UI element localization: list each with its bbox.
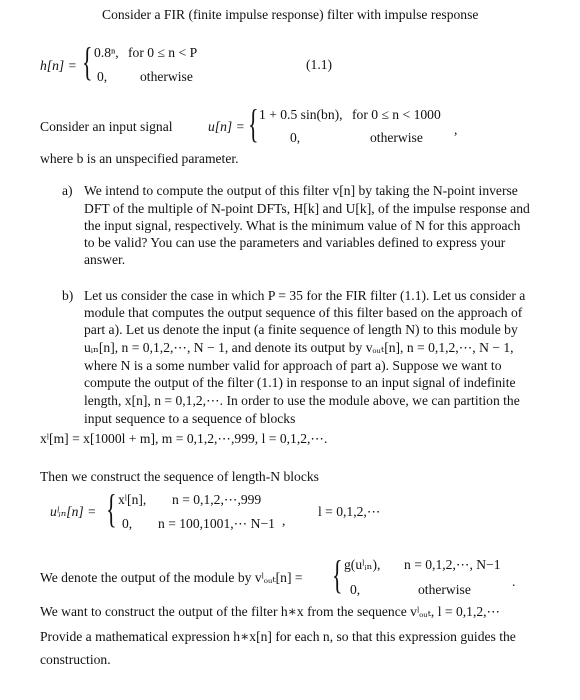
uin-case2-cond: n = 100,1001,⋯ N−1: [158, 516, 275, 531]
vout-case2-cond: otherwise: [418, 582, 471, 597]
vout-period: .: [512, 574, 516, 589]
intro-text: Consider a FIR (finite impulse response) filter with impulse response: [102, 7, 479, 22]
part-b-line: compute the output of the filter (1.1) in response to an input signal of indefinite: [84, 375, 516, 390]
part-a-line: answer.: [84, 252, 126, 267]
part-b-label: b): [62, 288, 74, 303]
final-line: Provide a mathematical expression h∗x[n] for each n, so that this expression guides the: [40, 629, 516, 644]
uin-comma: ,: [282, 513, 286, 528]
eq11-case1-cond: for 0 ≤ n < P: [128, 45, 198, 60]
uin-case1-expr: xˡ[n],: [118, 492, 147, 507]
uin-brace: {: [106, 486, 117, 531]
part-b-line: input sequence to a sequence of blocks: [84, 411, 296, 426]
vout-lead: We denote the output of the module by vˡₒᵤₜ[n] =: [40, 570, 303, 585]
where-b-text: where b is an unspecified parameter.: [40, 151, 239, 166]
input-case2-expr: 0,: [290, 130, 301, 145]
input-signal-brace: {: [248, 101, 259, 146]
blocks-equation: xˡ[m] = x[1000l + m], m = 0,1,2,⋯,999, l = 0,1,2,⋯.: [40, 431, 328, 446]
vout-case2-expr: 0,: [350, 582, 361, 597]
input-case2-cond: otherwise: [370, 130, 423, 145]
part-b-line: length, x[n], n = 0,1,2,⋯. In order to use the module above, we can partition the: [84, 393, 520, 408]
final-line: We want to construct the output of the filter h∗x from the sequence vˡₒᵤₜ, l = 0,1,2,⋯: [40, 604, 501, 619]
input-case1-expr: 1 + 0.5 sin(bn),: [259, 107, 343, 122]
part-a-line: to be valid? You can use the parameters and variables defined to express your: [84, 235, 506, 250]
eq11-lhs: h[n] =: [40, 58, 77, 73]
vout-case1-cond: n = 0,1,2,⋯, N−1: [404, 557, 501, 572]
uin-case1-cond: n = 0,1,2,⋯,999: [172, 492, 262, 507]
eq11-brace: {: [82, 39, 93, 84]
eq11-case2-expr: 0,: [97, 69, 108, 84]
uin-case2-expr: 0,: [122, 516, 133, 531]
input-signal-lhs: u[n] =: [208, 119, 245, 134]
uin-range: l = 0,1,2,⋯: [318, 504, 381, 519]
input-comma: ,: [454, 122, 458, 137]
vout-case1-expr: g(uˡᵢₙ),: [344, 557, 381, 572]
construct-text: Then we construct the sequence of length-N blocks: [40, 469, 319, 484]
input-signal-lead: Consider an input signal: [40, 119, 173, 134]
part-b-line: part a). Let us denote the input (a finite sequence of length N) to this module by: [84, 322, 518, 337]
part-a-line: DFT of the multiple of N-point DFTs, H[k] and U[k], of the impulse response and: [84, 201, 530, 216]
input-case1-cond: for 0 ≤ n < 1000: [352, 107, 441, 122]
part-b-line: Let us consider the case in which P = 35 for the FIR filter (1.1). Let us consider a: [84, 288, 526, 303]
eq11-tag: (1.1): [306, 57, 333, 72]
part-a-label: a): [62, 183, 73, 198]
final-line: construction.: [40, 652, 111, 667]
part-a-line: We intend to compute the output of this filter v[n] by taking the N-point inverse: [84, 183, 518, 198]
uin-lhs: uˡᵢₙ[n] =: [50, 504, 97, 519]
part-b-line: where N is a some number valid for approach of part a). Suppose we want to: [84, 358, 502, 373]
part-b-line: module that computes the output sequence of this filter based on the approach of: [84, 305, 523, 320]
eq11-case2-cond: otherwise: [140, 69, 193, 84]
part-b-line: uᵢₙ[n], n = 0,1,2,⋯, N − 1, and denote its output by vₒᵤₜ[n], n = 0,1,2,⋯, N − 1,: [84, 340, 514, 355]
part-a-line: the input signal, respectively. What is the minimum value of N for this approach: [84, 218, 521, 233]
eq11-case1-expr: 0.8ⁿ,: [94, 45, 119, 60]
vout-brace: {: [332, 552, 343, 597]
